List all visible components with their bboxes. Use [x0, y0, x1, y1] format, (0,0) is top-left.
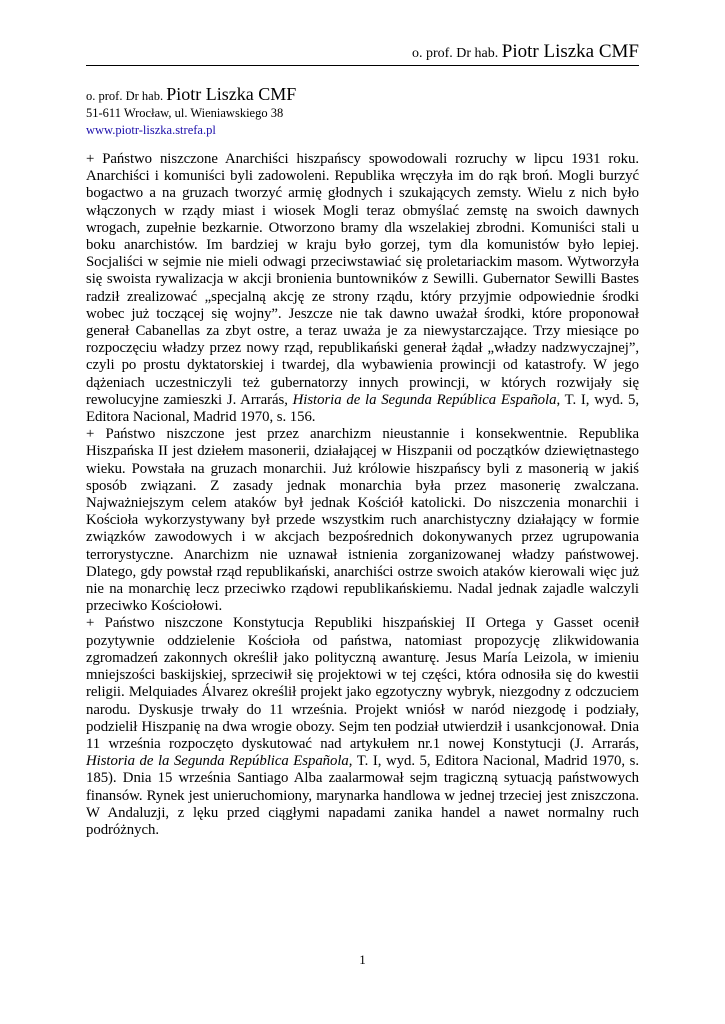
author-address: 51-611 Wrocław, ul. Wieniawskiego 38 — [86, 106, 284, 120]
document-body — [86, 151, 639, 839]
book-title: Historia de la Segunda República Española — [292, 391, 557, 408]
author-name: Piotr Liszka CMF — [166, 84, 297, 104]
header-author-name: Piotr Liszka CMF — [501, 41, 639, 62]
paragraph-text: + Państwo niszczone Konstytucja Republiki hiszpańskiej II Ortega y Gasset ocenił pozytywnie oddzielenie Kościoła od państwa, natomiast propozycję zlikwidowania zgromadzeń zakonnych określił jako polityczną awanturę. Jesus María Leizola, w imieniu mniejszości baskijskiej, sprzeciwił się projektowi w tej części, która odnosiła się do kwestii religii. Melquiades Álvarez określił projekt jako egzotyczny wybryk, niezgodny z odczuciem narodu. Dyskusje trwały do 11 września. Projekt wniósł w naród niezgodę i podziały, podzielił Hiszpanię na dwa wrogie obozy. Sejm ten podział utwierdził i usankcjonował. Dnia 11 września rozpoczęto dyskutować nad artykułem nr.1 nowej Konstytucji (J. Arrarás, — [86, 615, 639, 752]
paragraph-1 — [86, 151, 639, 426]
paragraph-text: , T. I, wyd. 5, Editora Nacional, Madrid 1970, s. 185). Dnia 15 września Santiago Alba zaalarmował sejm tragiczną sytuacją państwowych finansów. Rynek jest unieruchomiony, marynarka handlowa w jednej trzeciej jest zniszczona. W Andaluzji, z lęku przed ciągłymi napadami zanika handel a nawet normalny ruch podróżnych. — [86, 753, 639, 838]
author-website-link[interactable]: www.piotr-liszka.strefa.pl — [86, 123, 216, 137]
author-line — [86, 86, 296, 105]
book-title: Historia de la Segunda República Española — [86, 753, 349, 770]
header-title-prefix: o. prof. Dr hab. — [411, 46, 499, 61]
paragraph-text: + Państwo niszczone jest przez anarchizm nieustannie i konsekwentnie. Republika Hiszpańska II jest dziełem masonerii, działającej w Hiszpanii od początków dziewiętnastego wieku. Powstała na gruzach monarchii. Już królowie hiszpańscy byli z masonerią w jakiś sposób związani. Z zasady jednak monarchia była przez masonerię zwalczana. Najważniejszym celem ataków był jednak Kościół katolicki. Do niszczenia monarchii i Kościoła wykorzystywany był przede wszystkim ruch anarchistyczny działający w formie związków zawodowych i w akcjach bezpośrednich dokonywanych przez ugrupowania terrorystyczne. Anarchizm nie uznawał istnienia zorganizowanej władzy państwowej. Dlatego, gdy powstał rząd republikański, anarchiści ostrze swoich ataków kierowali więc już nie na monarchię lecz przeciwko rządowi republikańskiemu. Nadal jednak zajadle walczyli przeciwko Kościołowi. — [86, 426, 639, 615]
page-header — [412, 42, 639, 64]
paragraph-text: , T. I, wyd. 5, Editora Nacional, Madrid 1970, s. 156. — [86, 391, 640, 426]
author-block — [86, 86, 296, 139]
author-title-prefix: o. prof. Dr hab. — [86, 89, 164, 103]
page-number: 1 — [359, 952, 366, 967]
header-divider — [86, 65, 639, 66]
paragraph-3 — [86, 615, 639, 839]
paragraph-2 — [86, 426, 639, 615]
paragraph-text: + Państwo niszczone Anarchiści hiszpańscy spowodowali rozruchy w lipcu 1931 roku. Anarchiści i komuniści byli zadowoleni. Republika wręczyła im do rąk broń. Mogli burzyć bogactwo a na gruzach tworzyć armię głodnych i szukających zemsty. Wielu z nich było włączonych w rządy miast i wiosek Mogli teraz obmyślać zemstę na swoich dawnych wrogach, zupełnie bezkarnie. Otworzono bramy dla wszelakiej zbrodni. Komuniści stali u boku anarchistów. Im bardziej w kraju było gorzej, tym dla komunistów było lepiej. Socjaliści w sejmie nie mieli odwagi przeciwstawiać się proletariackim masom. Wytworzyła się swoista rywalizacja w akcji bronienia buntowników z Sewilli. Gubernator Sewilli Bastes radził zrealizować „specjalną akcję ze strony rządu, który przyjmie odpowiednie środki wobec już toczącej się wojny”. Jeszcze nie tak dawno uważał środki, które proponował generał Cabanellas za zbyt ostre, a teraz uważa je za niewystarczające. Trzy miesiące po rozpoczęciu władzy przez nowy rząd, republikański generał żądał „władzy nadzwyczajnej”, czyli po prostu dyktatorskiej i twardej, dla wybawienia prowincji od katastrofy. W jego dążeniach uczestniczyli też gubernatorzy innych prowincji, w których rozwijały się rewolucyjne zamieszki J. Arrarás, — [86, 151, 639, 408]
